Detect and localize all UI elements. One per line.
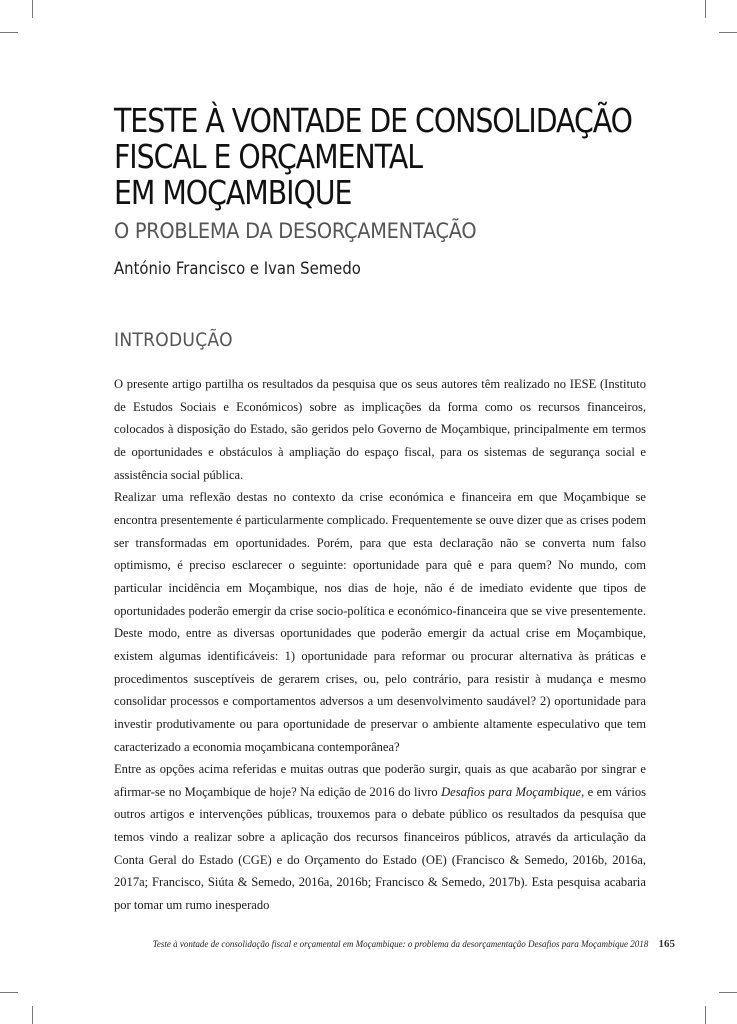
article-subtitle: O PROBLEMA DA DESORÇAMENTAÇÃO [114,219,477,244]
crop-mark [705,0,706,18]
article-authors: António Francisco e Ivan Semedo [114,259,361,278]
crop-mark [0,992,18,993]
article-body [114,373,646,917]
paragraph-text: Entre as opções acima referidas e muitas outras que poderão surgir, quais as que acabarão por singrar e afirmar-se no Moçambique de hoje? Na edição de 2016 do livro [114,762,646,799]
book-name: Desafios para Moçambique 2018 [528,939,649,949]
section-heading: INTRODUÇÃO [114,329,233,351]
crop-mark [705,1006,706,1024]
running-title: Teste à vontade de consolidação fiscal e orçamental em Moçambique: o problema da desorçamentação [152,939,526,949]
paragraph-text: , e em vários outros artigos e intervenções públicas, trouxemos para o debate público os resultados da pesquisa que temos vindo a realizar sobre a aplicação dos recursos financeiros públicos, através da articulação da Conta Geral do Estado (CGE) e do Orçamento do Estado (OE) (Francisco & Semedo, 2016b, 2016a, 2017a; Francisco, Siúta & Semedo, 2016a, 2016b; Francisco & Semedo, 2017b). Esta pesquisa acabaria por tomar um rumo inesperado [114,784,646,913]
book-title: Desafios para Moçambique [441,784,582,799]
title-line: TESTE À VONTADE DE CONSOLIDAÇÃO [114,101,632,140]
title-line: EM MOÇAMBIQUE [114,173,352,212]
paragraph: O presente artigo partilha os resultados da pesquisa que os seus autores têm realizado no IESE (Instituto de Estudos Sociais e Económicos) sobre as implicações da forma como os recursos financeiros, colocados à disposição do Estado, são geridos pelo Governo de Moçambique, principalmente em termos de oportunidades e obstáculos à ampliação do espaço fiscal, para os sistemas de segurança social e assistência social pública. [114,377,646,482]
crop-mark [32,0,33,18]
page-number: 165 [658,938,675,950]
crop-mark [719,32,737,33]
running-footer [153,938,675,950]
crop-mark [32,1006,33,1024]
article-title [114,101,632,212]
crop-mark [0,32,18,33]
paragraph: Realizar uma reflexão destas no contexto da crise económica e financeira em que Moçambique se encontra presentemente é particularmente complicado. Frequentemente se ouve dizer que as crises podem ser transformadas em oportunidades. Porém, para que esta declaração não se converta num falso optimismo, é preciso esclarecer o seguinte: oportunidade para quê e para quem? No mundo, com particular incidência em Moçambique, nos dias de hoje, não é de imediato evidente que tipos de oportunidades poderão emergir da crise socio-política e económico-financeira que se vive presentemente. Deste modo, entre as diversas oportunidades que poderão emergir da actual crise em Moçambique, existem algumas identificáveis: 1) oportunidade para reformar ou procurar alternativa às práticas e procedimentos susceptíveis de gerarem crises, ou, pelo contrário, para resistir à mudança e mesmo consolidar processos e comportamentos adversos a um desenvolvimento saudável? 2) oportunidade para investir produtivamente ou para oportunidade de preservar o ambiente altamente especulativo que tem caracterizado a economia moçambicana contemporânea? [114,490,646,754]
crop-mark [719,992,737,993]
title-line: FISCAL E ORÇAMENTAL [114,137,423,176]
paragraph [114,758,646,917]
